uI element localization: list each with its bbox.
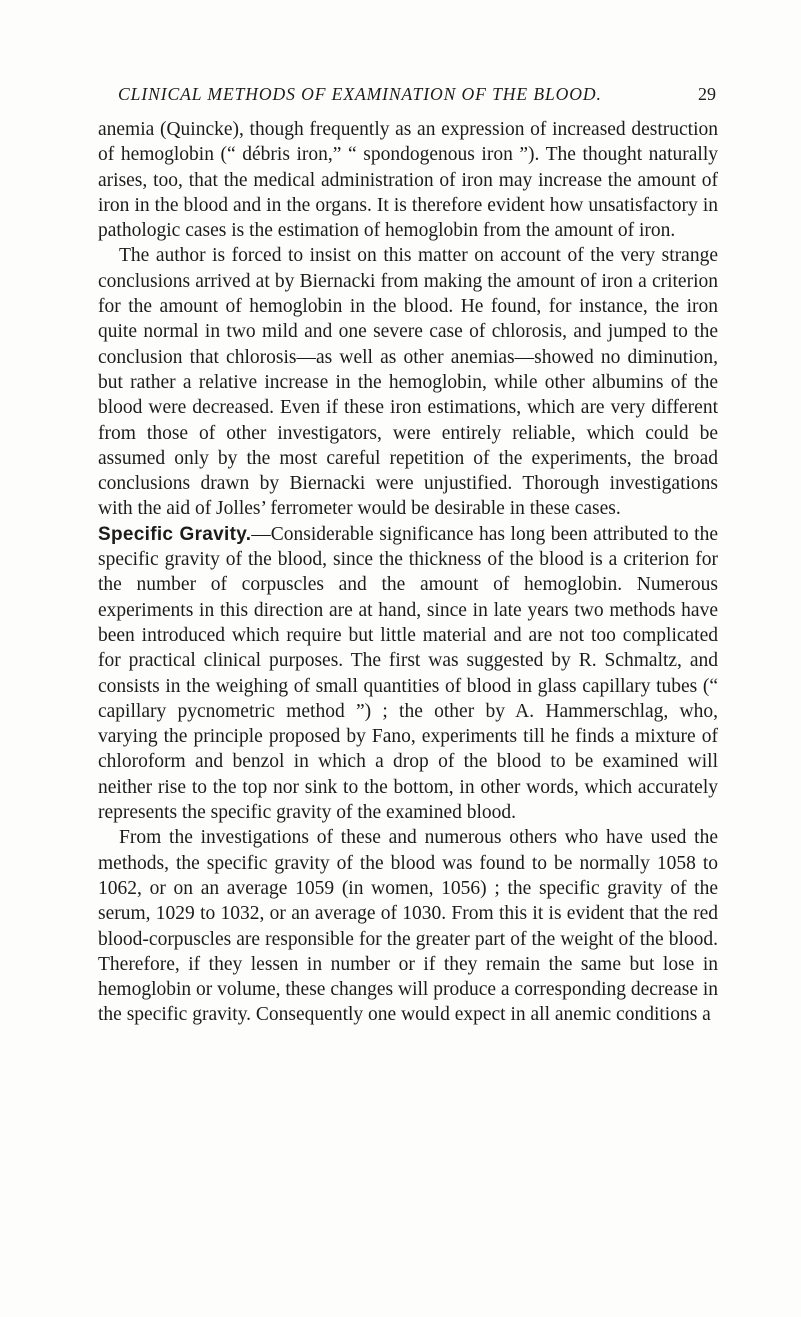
- section-heading-specific-gravity: Specific Gravity.: [98, 523, 252, 545]
- page-number: 29: [698, 84, 716, 104]
- paragraph-specific-gravity: [98, 522, 718, 826]
- paragraph-continued: anemia (Quincke), though frequently as an expression of increased destruction of hemoglobin (“ débris iron,” “ spondogenous iron ”). The thought naturally arises, too, that the medical administration of iron may increase the amount of iron in the blood and in the organs. It is therefore evident how unsatisfactory in pathologic cases is the estimation of hemoglobin from the amount of iron.: [98, 119, 718, 242]
- paragraph-investigations: From the investigations of these and numerous others who have used the methods, the specific gravity of the blood was found to be normally 1058 to 1062, or on an average 1059 (in women, 1056) ; the specific gravity of the serum, 1029 to 1032, or an average of 1030. From this it is evident that the red blood-corpuscles are responsible for the greater part of the weight of the blood. Therefore, if they lessen in number or if they remain the same but lose in hemoglobin or volume, these changes will produce a corresponding decrease in the specific gravity. Consequently one would expect in all anemic conditions a: [98, 827, 719, 1026]
- paragraph-biernacki: The author is forced to insist on this matter on account of the very strange conclusions arrived at by Biernacki from making the amount of iron a criterion for the amount of hemoglobin in the blood. He found, for instance, the iron quite normal in two mild and one severe case of chlorosis, and jumped to the conclusion that chlorosis—as well as other anemias—showed no diminution, but rather a relative increase in the hemoglobin, while other albumins of the blood were decreased. Even if these iron estimations, which are very different from those of other investigators, were entirely reliable, which could be assumed only by the most careful repetition of the experiments, the broad conclusions drawn by Biernacki were unjustified. Thorough investigations with the aid of Jolles’ ferrometer would be desirable in these cases.: [98, 245, 718, 520]
- paragraph-specific-gravity-text: —Considerable significance has long been attributed to the specific gravity of the blood, since the thickness of the blood is a criterion for the number of corpuscles and the amount of hemoglobin. Numerous experiments in this direction are at hand, since in late years two methods have been introduced which require but little material and are not too complicated for practical clinical purposes. The first was suggested by R. Schmaltz, and consists in the weighing of small quantities of blood in glass capillary tubes (“ capillary pycnometric method ”) ; the other by A. Hammerschlag, who, varying the principle proposed by Fano, experiments till he finds a mixture of chloroform and benzol in which a drop of the blood to be examined will neither rise to the top nor sink to the bottom, in other words, which accurately represents the specific gravity of the examined blood.: [98, 523, 718, 824]
- header-title: CLINICAL METHODS OF EXAMINATION OF THE BLOOD.: [118, 84, 602, 104]
- body-text: [98, 117, 718, 1028]
- running-head: [118, 84, 716, 108]
